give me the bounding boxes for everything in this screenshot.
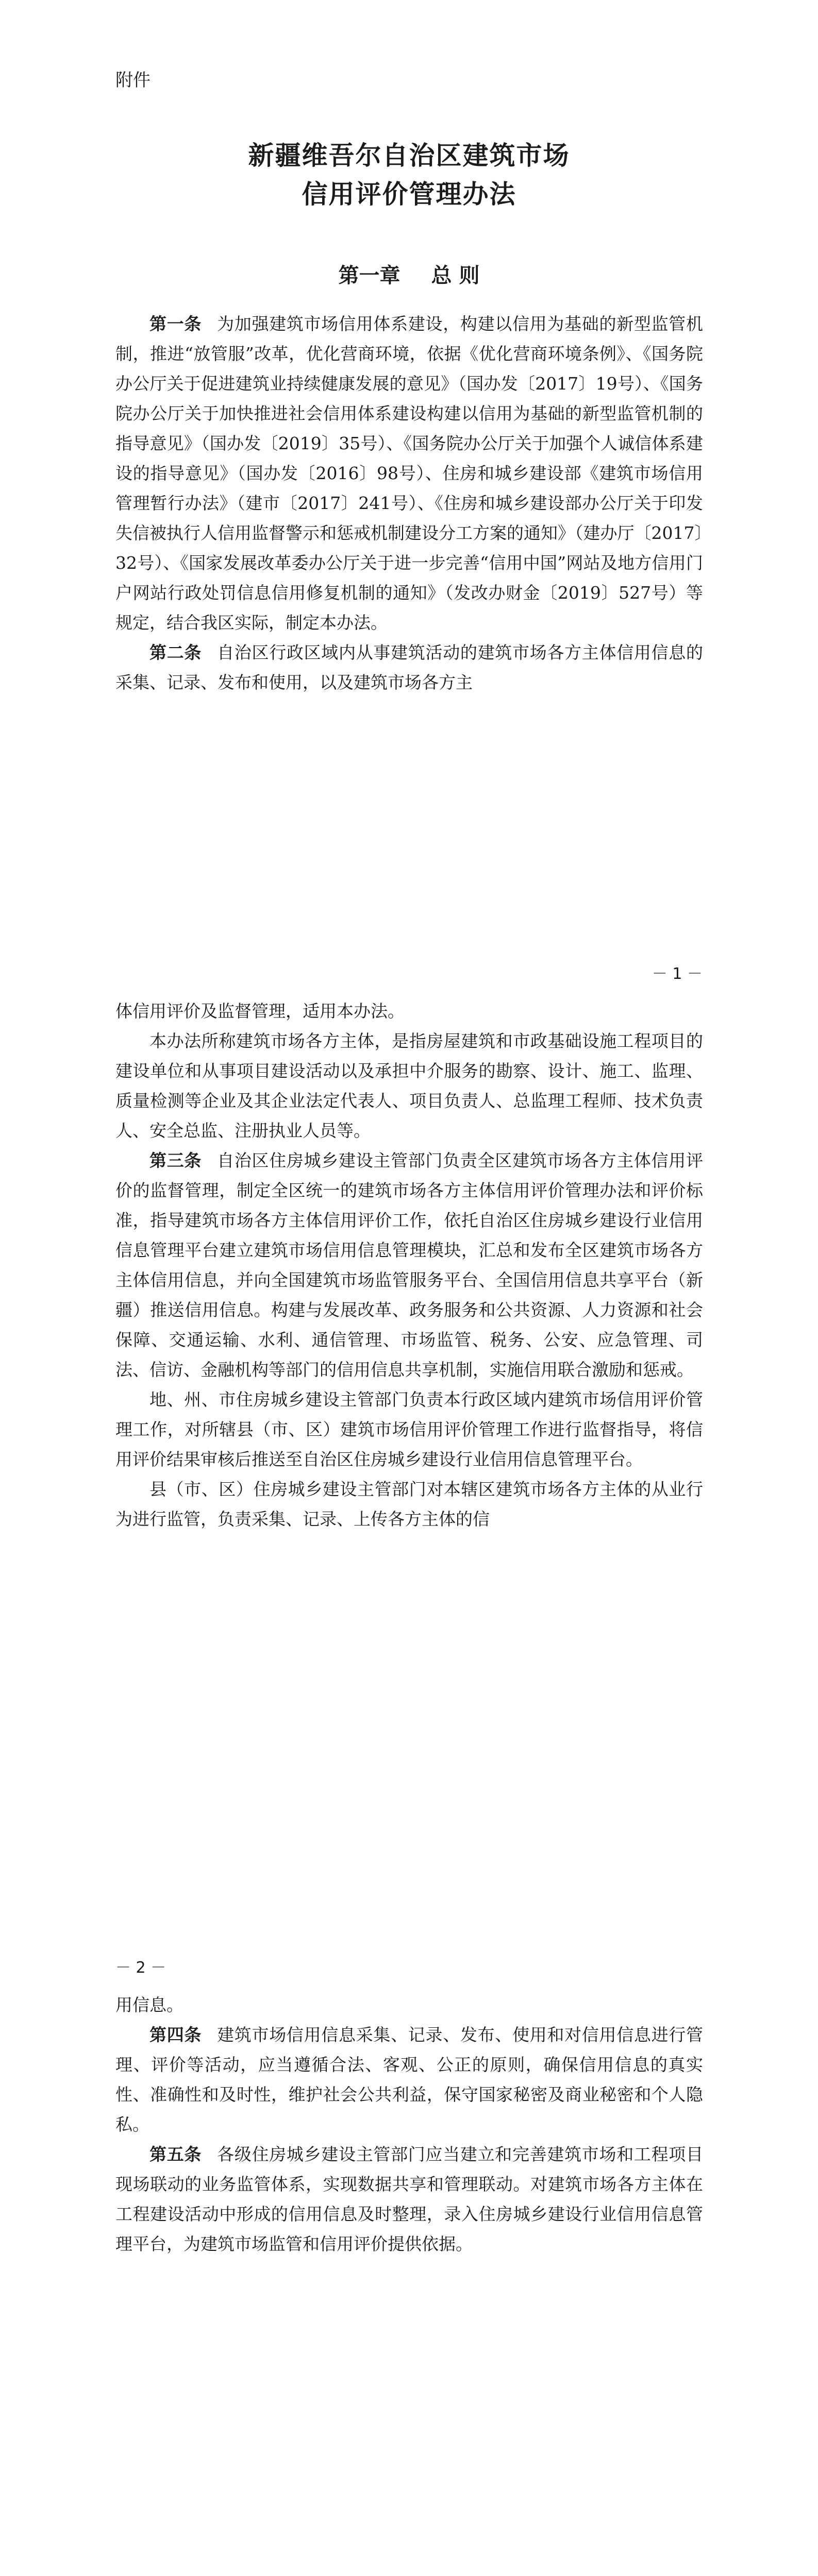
article-4-label: 第四条 [149,2025,202,2045]
document-title-line-2: 信用评价管理办法 [302,179,516,209]
document-page-1 [0,0,818,994]
article-2 [115,638,703,698]
article-4 [115,2020,703,2140]
article-2-continued: 体信用评价及监督管理，适用本办法。 [115,1001,405,1021]
article-5 [115,2140,703,2259]
chapter-name: 总 则 [431,264,480,287]
article-2-text-start: 自治区行政区域内从事建筑活动的建筑市场各方主体信用信息的采集、记录、发布和使用，以及建筑市场各方主 [115,642,704,692]
article-3-paragraph-3: 县（市、区）住房城乡建设主管部门对本辖区建筑市场各方主体的从业行为进行监管，负责采集、记录、上传各方主体的信 [115,1479,703,1529]
chapter-heading [0,259,818,289]
document-title-line-1: 新疆维吾尔自治区建筑市场 [248,140,570,171]
chapter-number: 第一章 [338,264,400,287]
page-number-1: － 1 － [652,965,703,983]
attachment-label: 附件 [115,70,151,91]
article-3-paragraph-3-continued: 用信息。 [115,1995,183,2015]
article-1-text: 为加强建筑市场信用体系建设，构建以信用为基础的新型监管机制，推进“放管服”改革，优化营商环境，依据《优化营商环境条例》、《国务院办公厅关于促进建筑业持续健康发展的意见》（国办发〔2017〕19号）、《国务院办公厅关于加快推进社会信用体系建设构建以信用为基础的新型监管机制的指导意见》（国办发〔2019〕35号）、《国务院办公厅关于加强个人诚信体系建设的指导意见》（国办发〔2016〕98号）、住房和城乡建设部《建筑市场信用管理暂行办法》（建市〔2017〕241号）、《住房和城乡建设部办公厅关于印发失信被执行人信用监督警示和惩戒机制建设分工方案的通知》（建办厅〔2017〕32号）、《国家发展改革委办公厅关于进一步完善“信用中国”网站及地方信用门户网站行政处罚信息信用修复机制的通知》（发改办财金〔2019〕527号）等规定，结合我区实际，制定本办法。 [115,314,704,633]
document-page-3 [0,1988,818,2576]
article-3-label: 第三条 [149,1150,202,1171]
article-5-text: 各级住房城乡建设主管部门应当建立和完善建筑市场和工程项目现场联动的业务监管体系，实现数据共享和管理联动。对建筑市场各方主体在工程建设活动中形成的信用信息及时整理，录入住房城乡建设行业信用信息管理平台，为建筑市场监管和信用评价提供依据。 [115,2144,704,2254]
article-4-text: 建筑市场信用信息采集、记录、发布、使用和对信用信息进行管理、评价等活动，应当遵循合法、客观、公正的原则，确保信用信息的真实性、准确性和及时性，维护社会公共利益，保守国家秘密及商业秘密和个人隐私。 [115,2025,704,2134]
article-3-paragraph-2: 地、州、市住房城乡建设主管部门负责本行政区域内建筑市场信用评价管理工作，对所辖县（市、区）建筑市场信用评价管理工作进行监督指导，将信用评价结果审核后推送至自治区住房城乡建设行业信用信息管理平台。 [115,1389,703,1469]
article-3-text: 自治区住房城乡建设主管部门负责全区建筑市场各方主体信用评价的监督管理，制定全区统一的建筑市场各方主体信用评价管理办法和评价标准，指导建筑市场各方主体信用评价工作，依托自治区住房城乡建设行业信用信息管理平台建立建筑市场信用信息管理模块，汇总和发布全区建筑市场各方主体信用信息，并向全国建筑市场监管服务平台、全国信用信息共享平台（新疆）推送信用信息。构建与发展改革、政务服务和公共资源、人力资源和社会保障、交通运输、水利、通信管理、市场监管、税务、公安、应急管理、司法、信访、金融机构等部门的信用信息共享机制，实施信用联合激励和惩戒。 [115,1150,704,1380]
page-1-body [115,309,703,698]
page-2-body [115,996,703,1534]
article-1 [115,309,703,638]
page-3-body [115,1990,703,2259]
article-2-paragraph-2: 本办法所称建筑市场各方主体，是指房屋建筑和市政基础设施工程项目的建设单位和从事项目建设活动以及承担中介服务的勘察、设计、施工、监理、质量检测等企业及其企业法定代表人、项目负责人、总监理工程师、技术负责人、安全总监、注册执业人员等。 [115,1031,703,1141]
article-2-label: 第二条 [149,642,202,663]
article-5-label: 第五条 [149,2144,202,2164]
document-page-2 [0,994,818,1988]
article-1-label: 第一条 [149,314,202,334]
article-3 [115,1146,703,1385]
page-number-2: － 2 － [115,1959,166,1977]
